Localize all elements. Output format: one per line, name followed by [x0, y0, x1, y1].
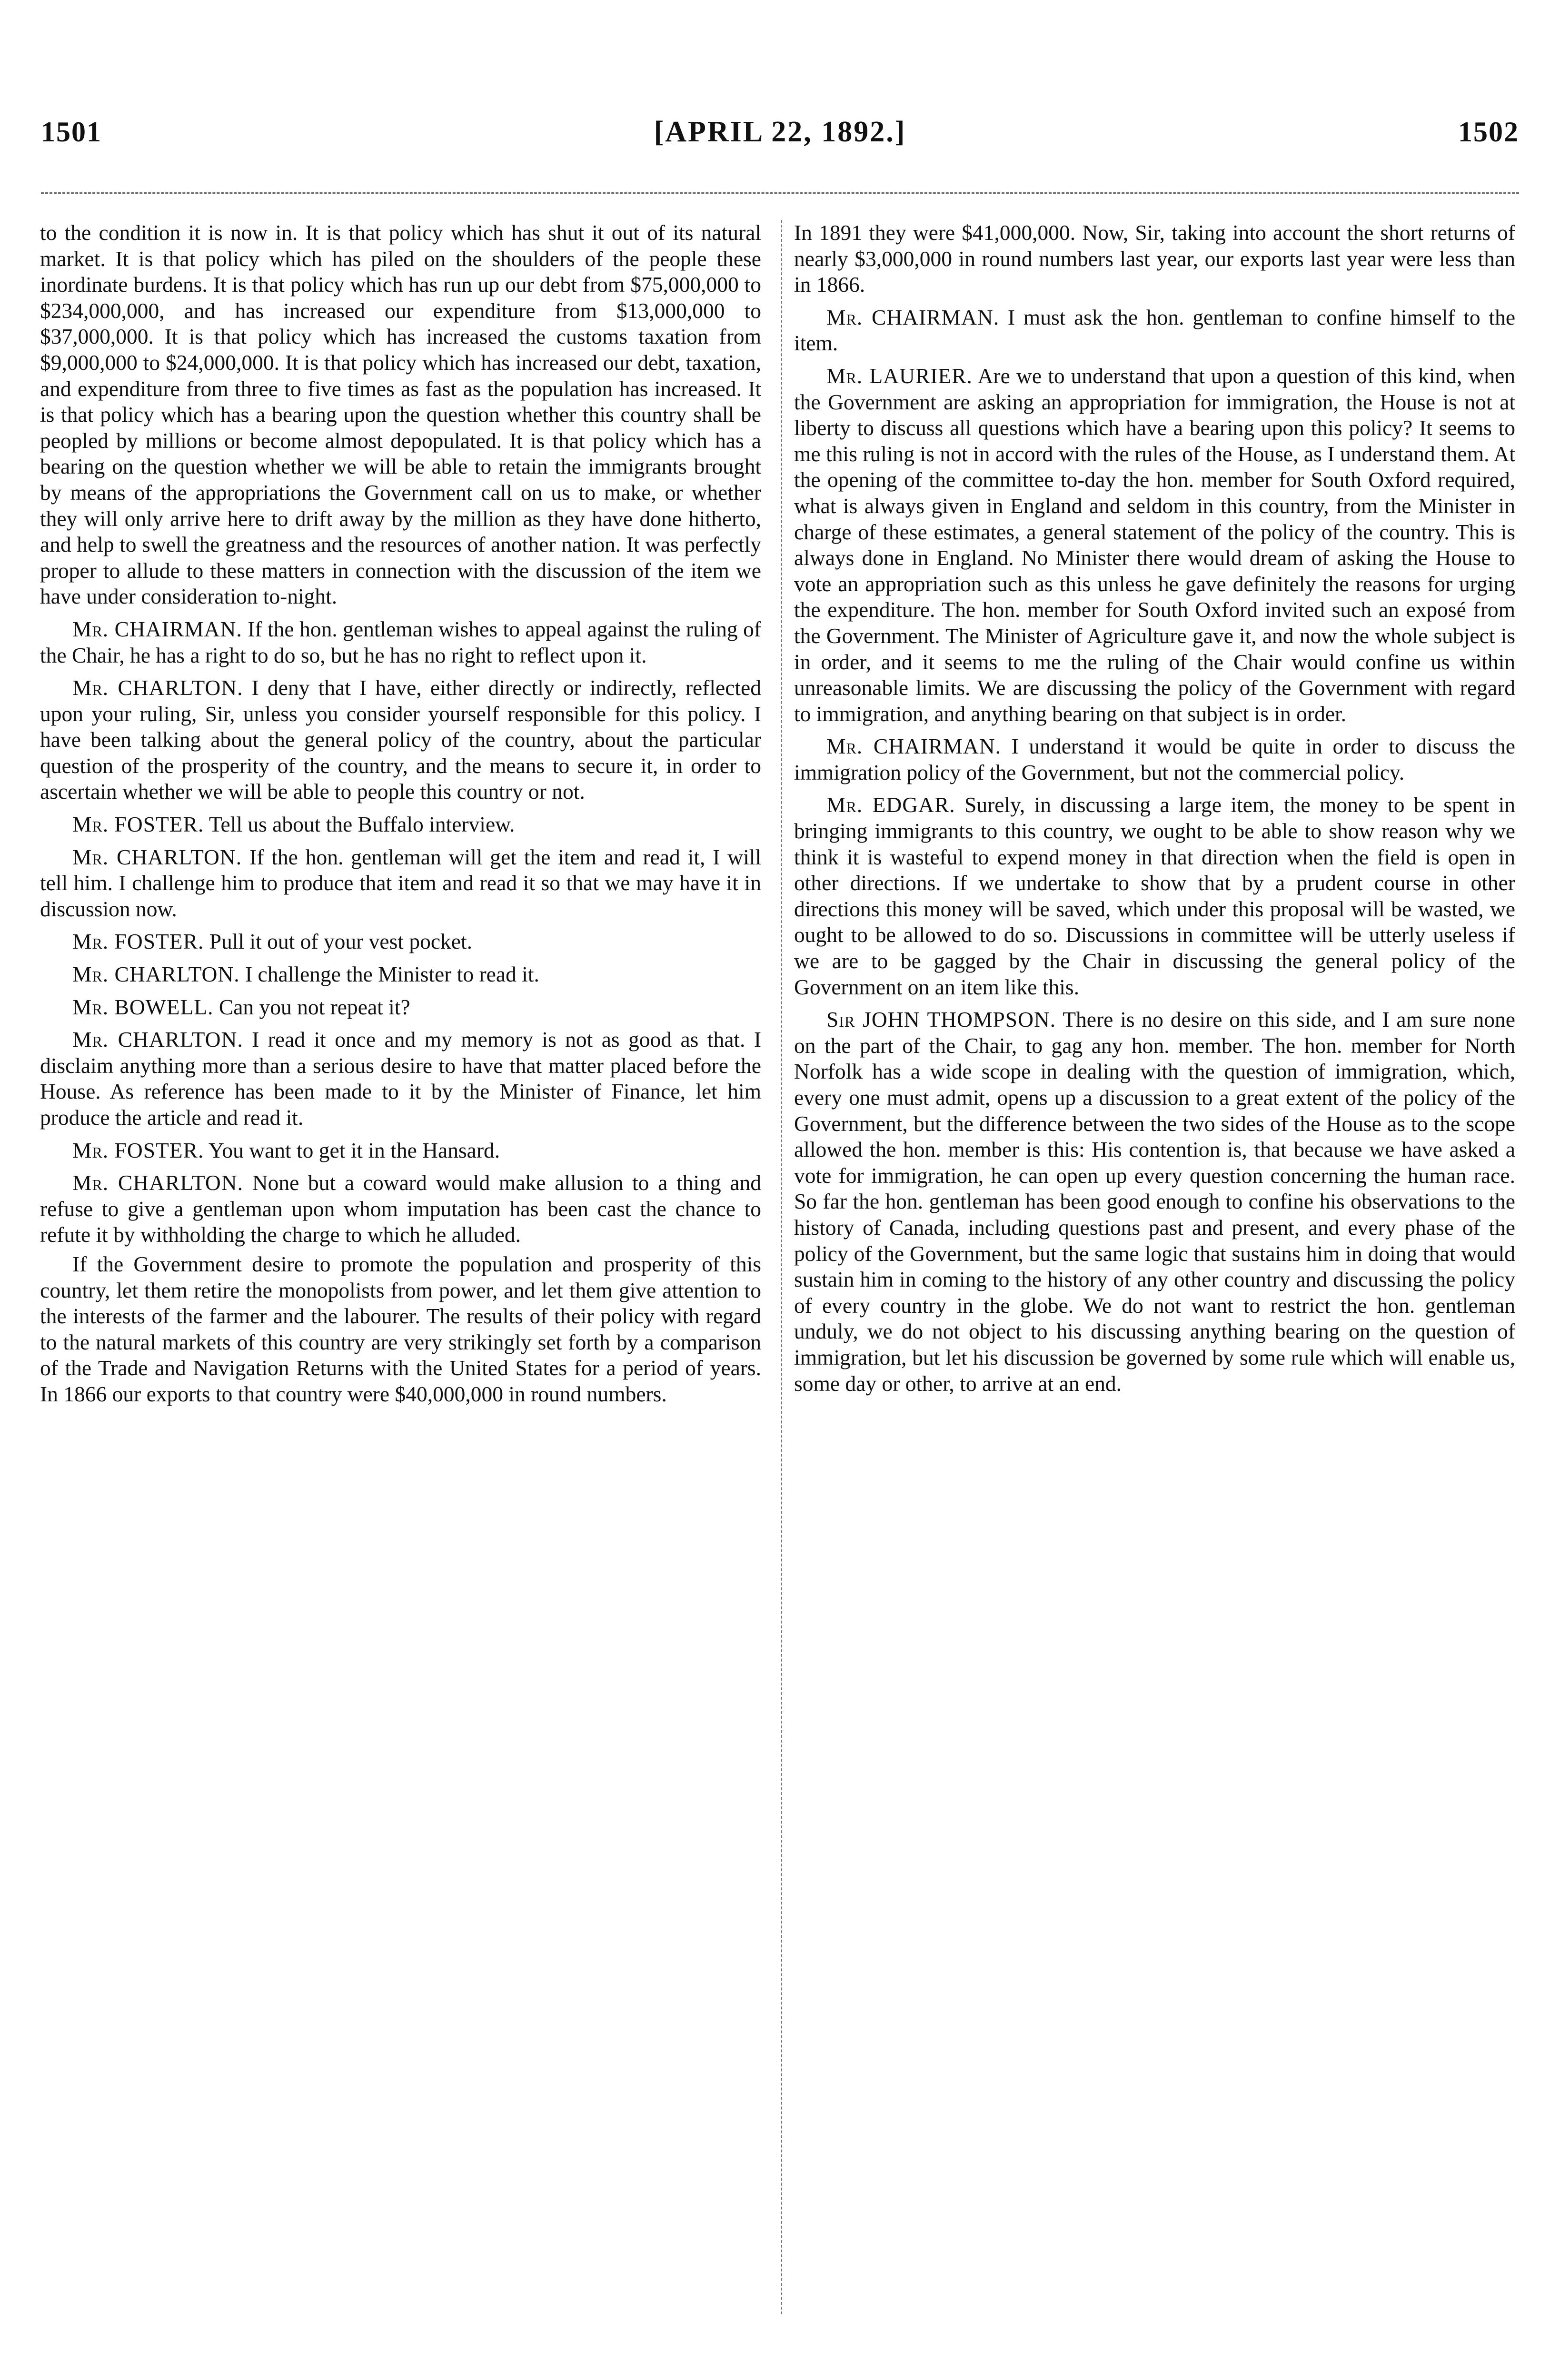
speaker-name: Mr. EDGAR.	[826, 793, 955, 817]
paragraph	[40, 812, 761, 838]
speaker-name: Mr. CHAIRMAN.	[826, 734, 1001, 759]
column-divider	[781, 220, 782, 2314]
speaker-name: Mr. BOWELL.	[72, 994, 214, 1019]
page-header	[41, 110, 1519, 153]
speaker-name: Mr. CHARLTON.	[72, 962, 240, 987]
paragraph	[40, 1138, 761, 1164]
paragraph	[794, 734, 1515, 785]
right-column	[794, 220, 1515, 2371]
header-rule	[41, 192, 1519, 194]
paragraph	[40, 929, 761, 955]
paragraph	[40, 1027, 761, 1130]
page-number-left: 1501	[41, 116, 102, 148]
paragraph	[40, 994, 761, 1021]
speaker-name: Mr. CHARLTON.	[72, 675, 243, 700]
paragraph-text: None but a coward would make allusion to a thing and refuse to give a gentleman upon whom imputation has been cast the chance to refute it by withholding the charge to which he alluded.	[40, 1170, 761, 1247]
paragraph-text: Can you not repeat it?	[219, 994, 410, 1019]
paragraph	[794, 220, 1515, 298]
paragraph-text: Surely, in discussing a large item, the money to be spent in bringing immigrants to this country, we ought to be able to show reason why we think it is wasteful to expend money in that direction when the field is open in other directions. If we undertake to show that by a prudent course in other directions this money will be saved, which under this proposal will be wasted, we ought to be allowed to do so. Discussions in committee will be utterly useless if we are to be gagged by the Chair in discussing the general policy of the Government on an item like this.	[794, 793, 1515, 999]
paragraph	[40, 1251, 761, 1408]
speaker-name: Mr. CHARLTON.	[72, 1170, 243, 1195]
paragraph-text: I understand it would be quite in order to discuss the immigration policy of the Government, but not the commercial policy.	[794, 734, 1515, 784]
paragraph-text: In 1891 they were $41,000,000. Now, Sir, taking into account the short returns of nearly $3,000,000 in round numbers last year, our exports last year were less than in 1866.	[794, 220, 1515, 297]
paragraph-text: If the hon. gentleman wishes to appeal against the ruling of the Chair, he has a right to do so, but he has no right to reflect upon it.	[40, 616, 761, 667]
speaker-name: Mr. FOSTER.	[72, 812, 204, 837]
paragraph	[794, 792, 1515, 1000]
paragraph-text: Tell us about the Buffalo interview.	[209, 812, 515, 837]
speaker-name: Sir JOHN THOMPSON.	[826, 1007, 1056, 1032]
paragraph-text: I must ask the hon. gentleman to confine himself to the item.	[794, 305, 1515, 356]
paragraph	[40, 1170, 761, 1248]
paragraph-text: There is no desire on this side, and I am sure none on the part of the Chair, to gag any hon. member. The hon. member for North Norfolk has a wide scope in dealing with the question of immigration, which, every one must admit, opens up a discussion to a great extent of the policy of the Government, but the difference between the two sides of the House as to the scope allowed the hon. member is this: His contention is, that because we have asked a vote for immigration, he can open up every question concerning the human race. So far the hon. gentleman has been good enough to confine his observations to the history of Canada, including questions past and present, and every phase of the policy of the Government, but the same logic that sustains him in doing that would sustain him in coming to the history of any other country and discussing the policy of every country in the globe. We do not want to restrict the hon. gentleman unduly, we do not object to his discussing anything bearing on the question of immigration, but let his discussion be governed by some rule which will enable us, some day or other, to arrive at an end.	[794, 1007, 1515, 1396]
paragraph	[40, 616, 761, 668]
paragraph-text: You want to get it in the Hansard.	[209, 1138, 500, 1162]
speaker-name: Mr. LAURIER.	[826, 363, 973, 388]
speaker-name: Mr. FOSTER.	[72, 1138, 204, 1162]
speaker-name: Mr. CHAIRMAN.	[826, 305, 1000, 329]
paragraph-text: If the Government desire to promote the population and prosperity of this country, let them retire the monopolists from power, and let them give attention to the interests of the farmer and the labourer. The results of their policy with regard to the natural markets of this country are very strikingly set forth by a comparison of the Trade and Navigation Returns with the United States for a period of years. In 1866 our exports to that country were $40,000,000 in round numbers.	[40, 1251, 761, 1406]
paragraph-text: to the condition it is now in. It is that policy which has shut it out of its natural market. It is that policy which has piled on the shoulders of the people these inordinate burdens. It is that policy which has run up our debt from $75,000,000 to $234,000,000, and has increased our expenditure from $13,000,000 to $37,000,000. It is that policy which has increased the customs taxation from $9,000,000 to $24,000,000. It is that policy which has increased our debt, taxation, and expenditure from three to five times as fast as the population has increased. It is that policy which has a bearing upon the question whether this country shall be peopled by millions or become almost depopulated. It is that policy which has a bearing on the question whether we will be able to retain the immigrants brought by means of the appropriations the Government call on us to make, or whether they will only arrive here to drift away by the million as they have done hitherto, and help to swell the greatness and the resources of another nation. It was perfectly proper to allude to these matters in connection with the discussion of the item we have under consideration to-night.	[40, 220, 761, 609]
paragraph-text: I challenge the Minister to read it.	[245, 962, 539, 987]
paragraph	[40, 675, 761, 805]
paragraph	[40, 844, 761, 922]
speaker-name: Mr. CHARLTON.	[72, 844, 242, 869]
paragraph-text: Pull it out of your vest pocket.	[209, 929, 472, 954]
paragraph-text: I read it once and my memory is not as good as that. I disclaim anything more than a serious desire to have that matter placed before the House. As reference has been made to it by the Minister of Finance, let him produce the article and read it.	[40, 1027, 761, 1130]
page-date: [APRIL 22, 1892.]	[654, 115, 906, 148]
paragraph	[794, 305, 1515, 357]
paragraph	[794, 363, 1515, 727]
left-column	[40, 220, 761, 2371]
paragraph-text: If the hon. gentleman will get the item and read it, I will tell him. I challenge him to produce that item and read it so that we may have it in discussion now.	[40, 844, 761, 921]
paragraph	[40, 962, 761, 988]
paragraph	[794, 1007, 1515, 1397]
speaker-name: Mr. CHAIRMAN.	[72, 616, 242, 641]
paragraph-text: Are we to understand that upon a question of this kind, when the Government are asking an appropriation for immigration, the House is not at liberty to discuss all questions which have a bearing upon this policy? It seems to me this ruling is not in accord with the rules of the House, as I understand them. At the opening of the committee to-day the hon. member for South Oxford required, what is always given in England and seldom in this country, from the Minister in charge of these estimates, a general statement of the policy of the country. This is always done in England. No Minister there would dream of asking the House to vote an appropriation such as this unless he gave definitely the reasons for urging the expenditure. The hon. member for South Oxford invited such an exposé from the Government. The Minister of Agriculture gave it, and now the whole subject is in order, and it seems to me the ruling of the Chair would confine us within unreasonable limits. We are discussing the policy of the Government with regard to immigration, and anything bearing on that subject is in order.	[794, 363, 1515, 726]
page-number-right: 1502	[1458, 116, 1519, 148]
speaker-name: Mr. FOSTER.	[72, 929, 204, 954]
paragraph	[40, 220, 761, 610]
speaker-name: Mr. CHARLTON.	[72, 1027, 243, 1052]
paragraph-text: I deny that I have, either directly or indirectly, reflected upon your ruling, Sir, unless you consider yourself responsible for this policy. I have been talking about the general policy of the country, about the particular question of the prosperity of the country, and the means to secure it, in order to ascertain whether we will be able to people this country or not.	[40, 675, 761, 804]
